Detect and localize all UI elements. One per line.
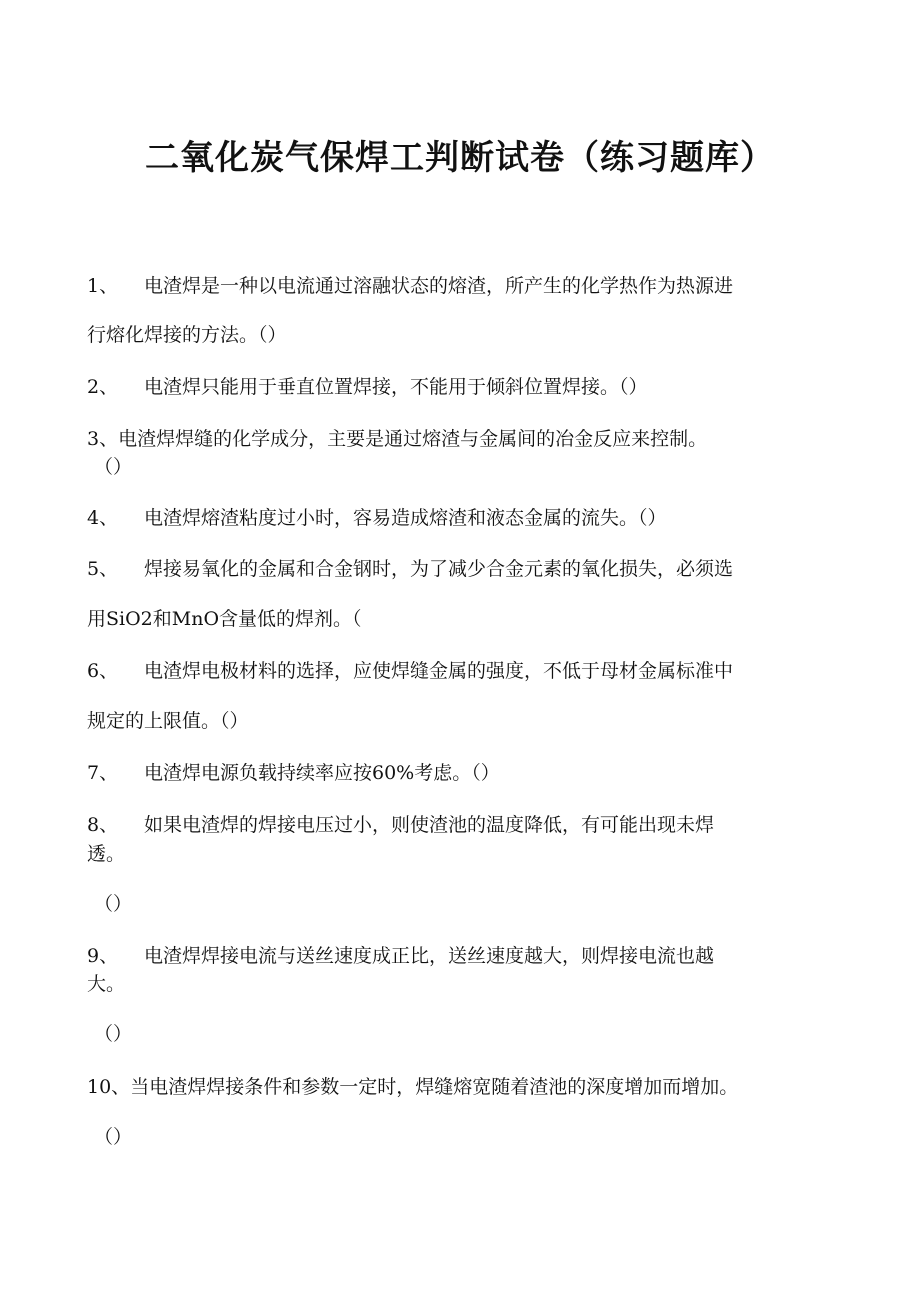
question-text: 如果电渣焊的焊接电压过小，则使渣池的温度降低，有可能出现未焊 <box>144 814 715 836</box>
question-6 <box>87 659 827 683</box>
question-2 <box>87 375 827 399</box>
question-8-continuation <box>87 842 827 866</box>
question-text: 电渣焊是一种以电流通过溶融状态的熔渣，所产生的化学热作为热源进 <box>144 275 734 297</box>
question-number: 2、 <box>87 376 119 398</box>
question-number: 10、 <box>87 1076 131 1098</box>
question-6-continuation <box>87 709 827 733</box>
question-text: 电渣焊焊接电流与送丝速度成正比，送丝速度越大，则焊接电流也越 <box>144 945 715 967</box>
question-text: 当电渣焊焊接条件和参数一定时，焊缝熔宽随着渣池的深度增加而增加。 <box>130 1076 739 1098</box>
answer-parentheses: （） <box>94 456 133 478</box>
question-5 <box>87 557 827 581</box>
question-4 <box>87 506 827 530</box>
question-text: 电渣焊电源负载持续率应按60%考虑。（） <box>144 762 500 784</box>
question-8 <box>87 813 827 837</box>
question-text: 大。 <box>87 973 126 995</box>
question-text: 行熔化焊接的方法。（） <box>87 324 287 346</box>
question-number: 5、 <box>87 558 119 580</box>
question-number: 8、 <box>87 814 119 836</box>
question-number: 7、 <box>87 762 119 784</box>
question-9 <box>87 944 827 968</box>
question-7 <box>87 761 827 785</box>
question-10 <box>87 1075 827 1099</box>
question-text: 电渣焊电极材料的选择，应使焊缝金属的强度，不低于母材金属标准中 <box>144 660 734 682</box>
question-text: 电渣焊焊缝的化学成分，主要是通过熔渣与金属间的冶金反应来控制。 <box>118 428 708 450</box>
question-number: 6、 <box>87 660 119 682</box>
question-number: 3、 <box>87 428 119 450</box>
question-1 <box>87 274 827 298</box>
answer-parentheses: （） <box>94 1023 133 1045</box>
question-1-continuation <box>87 323 827 347</box>
question-text: 规定的上限值。（） <box>87 710 249 732</box>
question-text: 电渣焊熔渣粘度过小时，容易造成熔渣和液态金属的流失。（） <box>144 507 667 529</box>
question-text: 透。 <box>87 843 126 865</box>
document-title: 二氧化炭气保焊工判断试卷（练习题库） <box>145 138 775 178</box>
question-number: 9、 <box>87 945 119 967</box>
question-3 <box>87 427 827 451</box>
answer-parentheses: （） <box>94 1126 133 1148</box>
answer-parentheses: （） <box>94 893 133 915</box>
question-9-continuation <box>87 972 827 996</box>
question-number: 4、 <box>87 507 119 529</box>
question-text: 焊接易氧化的金属和合金钢时，为了减少合金元素的氧化损失，必须选 <box>144 558 734 580</box>
question-number: 1、 <box>87 275 119 297</box>
question-5-continuation <box>87 607 827 631</box>
question-text: 用SiO2和MnO含量低的焊剂。（ <box>87 608 362 630</box>
question-text: 电渣焊只能用于垂直位置焊接，不能用于倾斜位置焊接。（） <box>144 376 648 398</box>
